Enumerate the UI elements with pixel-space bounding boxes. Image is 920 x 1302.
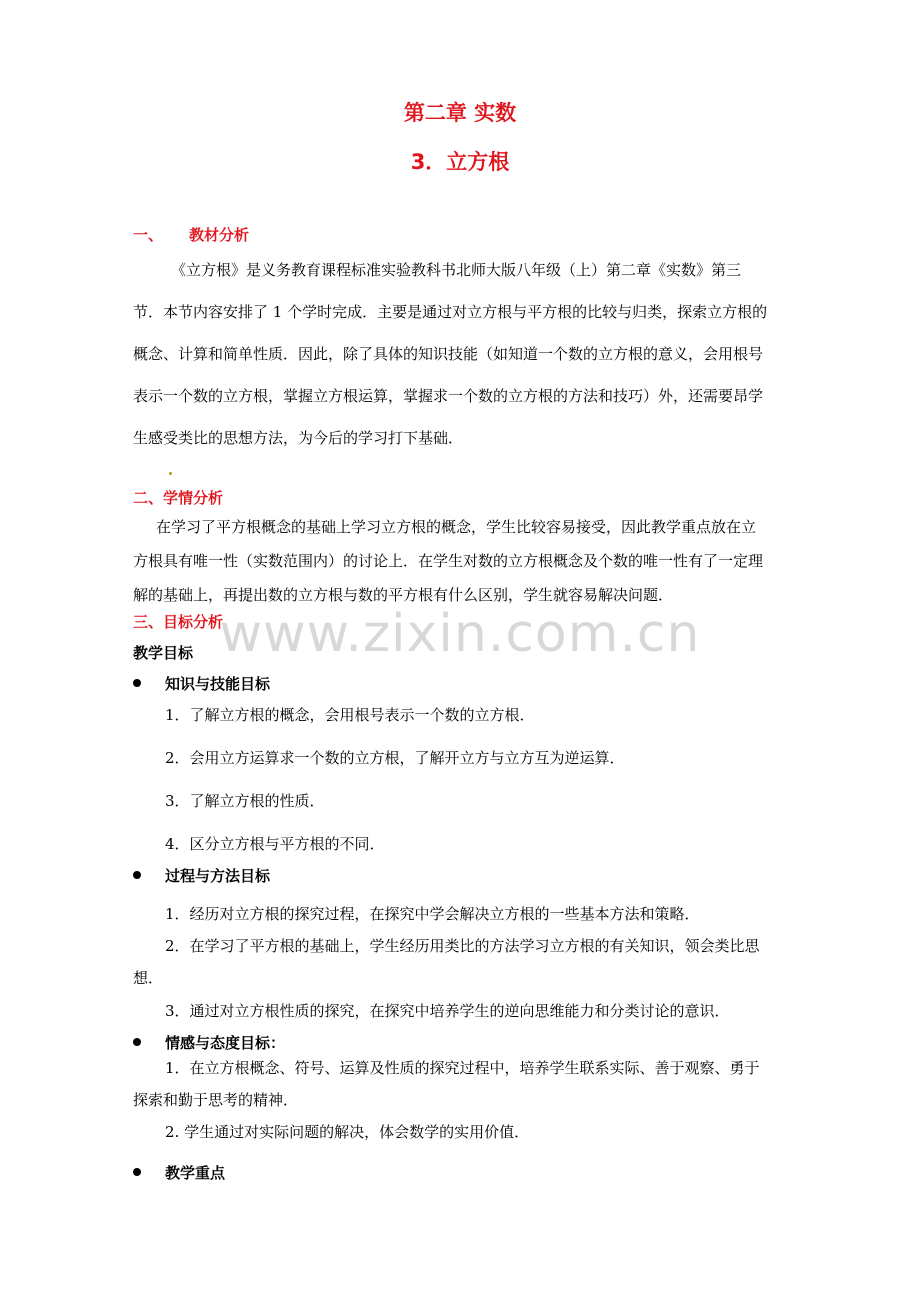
section1-line-3: 概念、计算和简单性质．因此，除了具体的知识技能（如知道一个数的立方根的意义，会用根号 (133, 345, 764, 363)
section1-line-4: 表示一个数的立方根，掌握立方根运算，掌握求一个数的立方根的方法和技巧）外，还需要昂学 (133, 387, 764, 405)
process-item-2: 2．在学习了平方根的基础上，学生经历用类比的方法学习立方根的有关知识，领会类比思 (165, 937, 760, 955)
emotion-item-1: 1．在立方根概念、符号、运算及性质的探究过程中，培养学生联系实际、善于观察、勇于 (165, 1059, 760, 1077)
section1-heading: 教材分析 (189, 226, 250, 244)
watermark: www.zixin.com.cn (219, 604, 701, 664)
section2-line-1: 在学习了平方根概念的基础上学习立方根的概念，学生比较容易接受，因此教学重点放在立 (156, 518, 757, 536)
process-item-3: 3．通过对立方根性质的探究，在探究中培养学生的逆向思维能力和分类讨论的意识． (165, 1002, 730, 1020)
stray-dot (169, 472, 172, 475)
bullet-icon (133, 679, 141, 687)
knowledge-goals-title: 知识与技能目标 (165, 675, 271, 693)
section1-line-2: 节．本节内容安排了 1 个学时完成．主要是通过对立方根与平方根的比较与归类，探索立方根的 (133, 303, 768, 321)
section-title: 3．立方根 (410, 150, 510, 174)
process-item-2-cont: 想． (133, 969, 164, 987)
section1-heading-number: 一、 (133, 226, 164, 244)
emotion-item-2: 2. 学生通过对实际问题的解决，体会数学的实用价值． (165, 1123, 530, 1141)
bullet-icon (133, 871, 141, 879)
emotion-goals-title: 情感与态度目标： (165, 1034, 286, 1052)
emotion-item-1-cont: 探索和勤于思考的精神． (133, 1091, 299, 1109)
section2-heading: 二、学情分析 (133, 489, 224, 507)
section1-line-1: 《立方根》是义务教育课程标准实验教科书北师大版八年级（上）第二章《实数》第三 (171, 261, 742, 279)
process-item-1: 1．经历对立方根的探究过程，在探究中学会解决立方根的一些基本方法和策略． (165, 905, 700, 923)
knowledge-item-3: 3．了解立方根的性质． (165, 792, 325, 810)
section2-line-3: 解的基础上，再提出数的立方根与数的平方根有什么区别，学生就容易解决问题． (133, 586, 674, 604)
teaching-goals-heading: 教学目标 (133, 644, 194, 662)
knowledge-item-1: 1．了解立方根的概念，会用根号表示一个数的立方根． (165, 706, 535, 724)
knowledge-item-2: 2．会用立方运算求一个数的立方根，了解开立方与立方互为逆运算． (165, 749, 625, 767)
key-points-title: 教学重点 (165, 1164, 226, 1182)
section3-heading: 三、目标分析 (133, 613, 224, 631)
bullet-icon (133, 1038, 141, 1046)
chapter-title: 第二章 实数 (403, 101, 517, 125)
knowledge-item-4: 4．区分立方根与平方根的不同． (165, 835, 385, 853)
process-goals-title: 过程与方法目标 (165, 867, 271, 885)
bullet-icon (133, 1168, 141, 1176)
section1-line-5: 生感受类比的思想方法，为今后的学习打下基础． (133, 429, 464, 447)
section2-line-2: 方根具有唯一性（实数范围内）的讨论上．在学生对数的立方根概念及个数的唯一性有了一定理 (133, 552, 764, 570)
